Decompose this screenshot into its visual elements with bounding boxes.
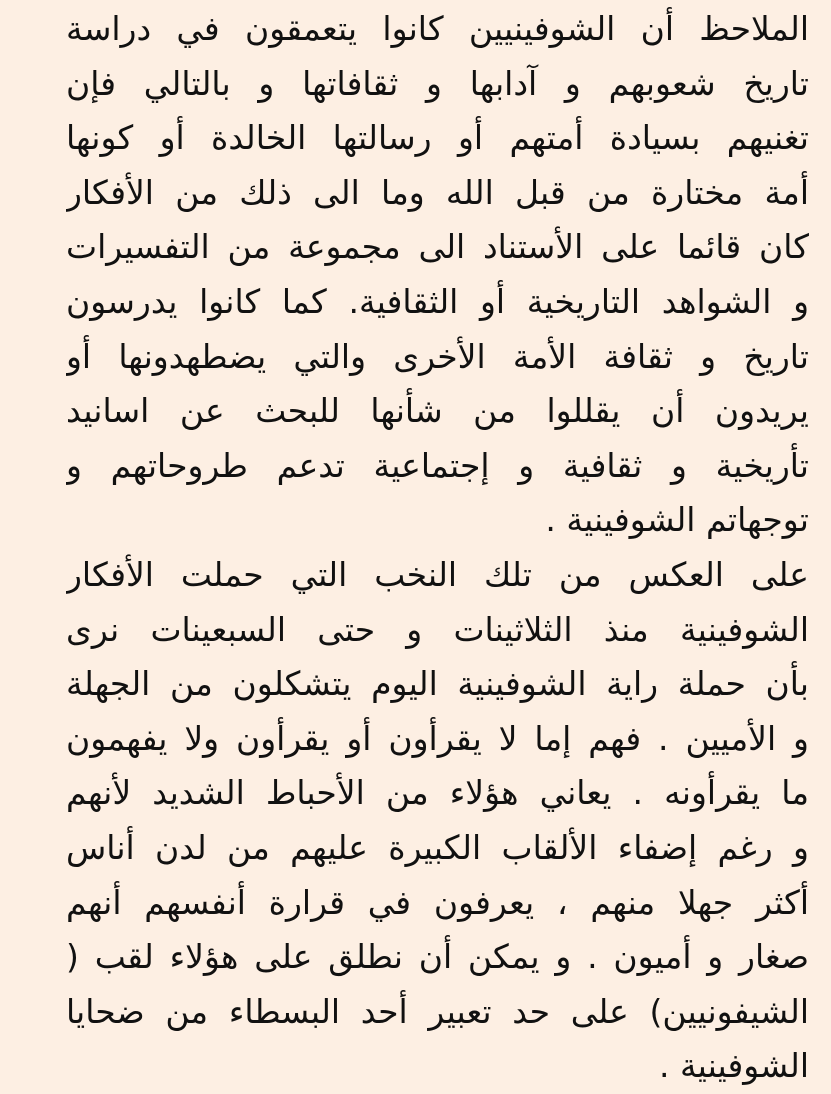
text-line: كان قائما على الأستناد الى مجموعة من التفسيرات bbox=[66, 227, 809, 267]
text-line: يريدون أن يقللوا من شأنها للبحث عن اسانيد bbox=[66, 391, 809, 431]
text-line: و الأميين . فهم إما لا يقرأون أو يقرأون ولا يفهمون bbox=[66, 718, 809, 758]
text-line: تاريخ شعوبهم و آدابها و ثقافاتها و بالتالي فإن bbox=[66, 63, 809, 103]
text-line: تغنيهم بسيادة أمتهم أو رسالتها الخالدة أو كونها bbox=[66, 118, 809, 158]
text-line: على العكس من تلك النخب التي حملت الأفكار bbox=[66, 554, 809, 594]
text-line: صغار و أميون . و يمكن أن نطلق على هؤلاء لقب ( bbox=[66, 937, 809, 977]
text-line: أكثر جهلا منهم ، يعرفون في قرارة أنفسهم أنهم bbox=[66, 882, 809, 922]
text-line: الملاحظ أن الشوفينيين كانوا يتعمقون في دراسة bbox=[66, 9, 809, 48]
text-line: توجهاتم الشوفينية . bbox=[545, 500, 809, 540]
text-line: و الشواهد التاريخية أو الثقافية. كما كانوا يدرسون bbox=[66, 281, 809, 321]
text-line: و رغم إضفاء الألقاب الكبيرة عليهم من لدن أناس bbox=[66, 827, 809, 867]
text-line: الشوفينية . bbox=[658, 1046, 809, 1086]
text-line: الشيفونيين) على حد تعبير أحد البسطاء من ضحايا bbox=[66, 991, 809, 1031]
text-line: الشوفينية منذ الثلاثينات و حتى السبعينات نرى bbox=[66, 609, 809, 649]
text-line: تأريخية و ثقافية و إجتماعية تدعم طروحاتهم و bbox=[66, 445, 809, 485]
text-line: أمة مختارة من قبل الله وما الى ذلك من الأفكار bbox=[66, 172, 809, 212]
text-line: تاريخ و ثقافة الأمة الأخرى والتي يضطهدونها أو bbox=[66, 336, 809, 376]
text-line: ما يقرأونه . يعاني هؤلاء من الأحباط الشديد لأنهم bbox=[66, 773, 809, 813]
text-line: بأن حملة راية الشوفينية اليوم يتشكلون من الجهلة bbox=[66, 664, 809, 704]
